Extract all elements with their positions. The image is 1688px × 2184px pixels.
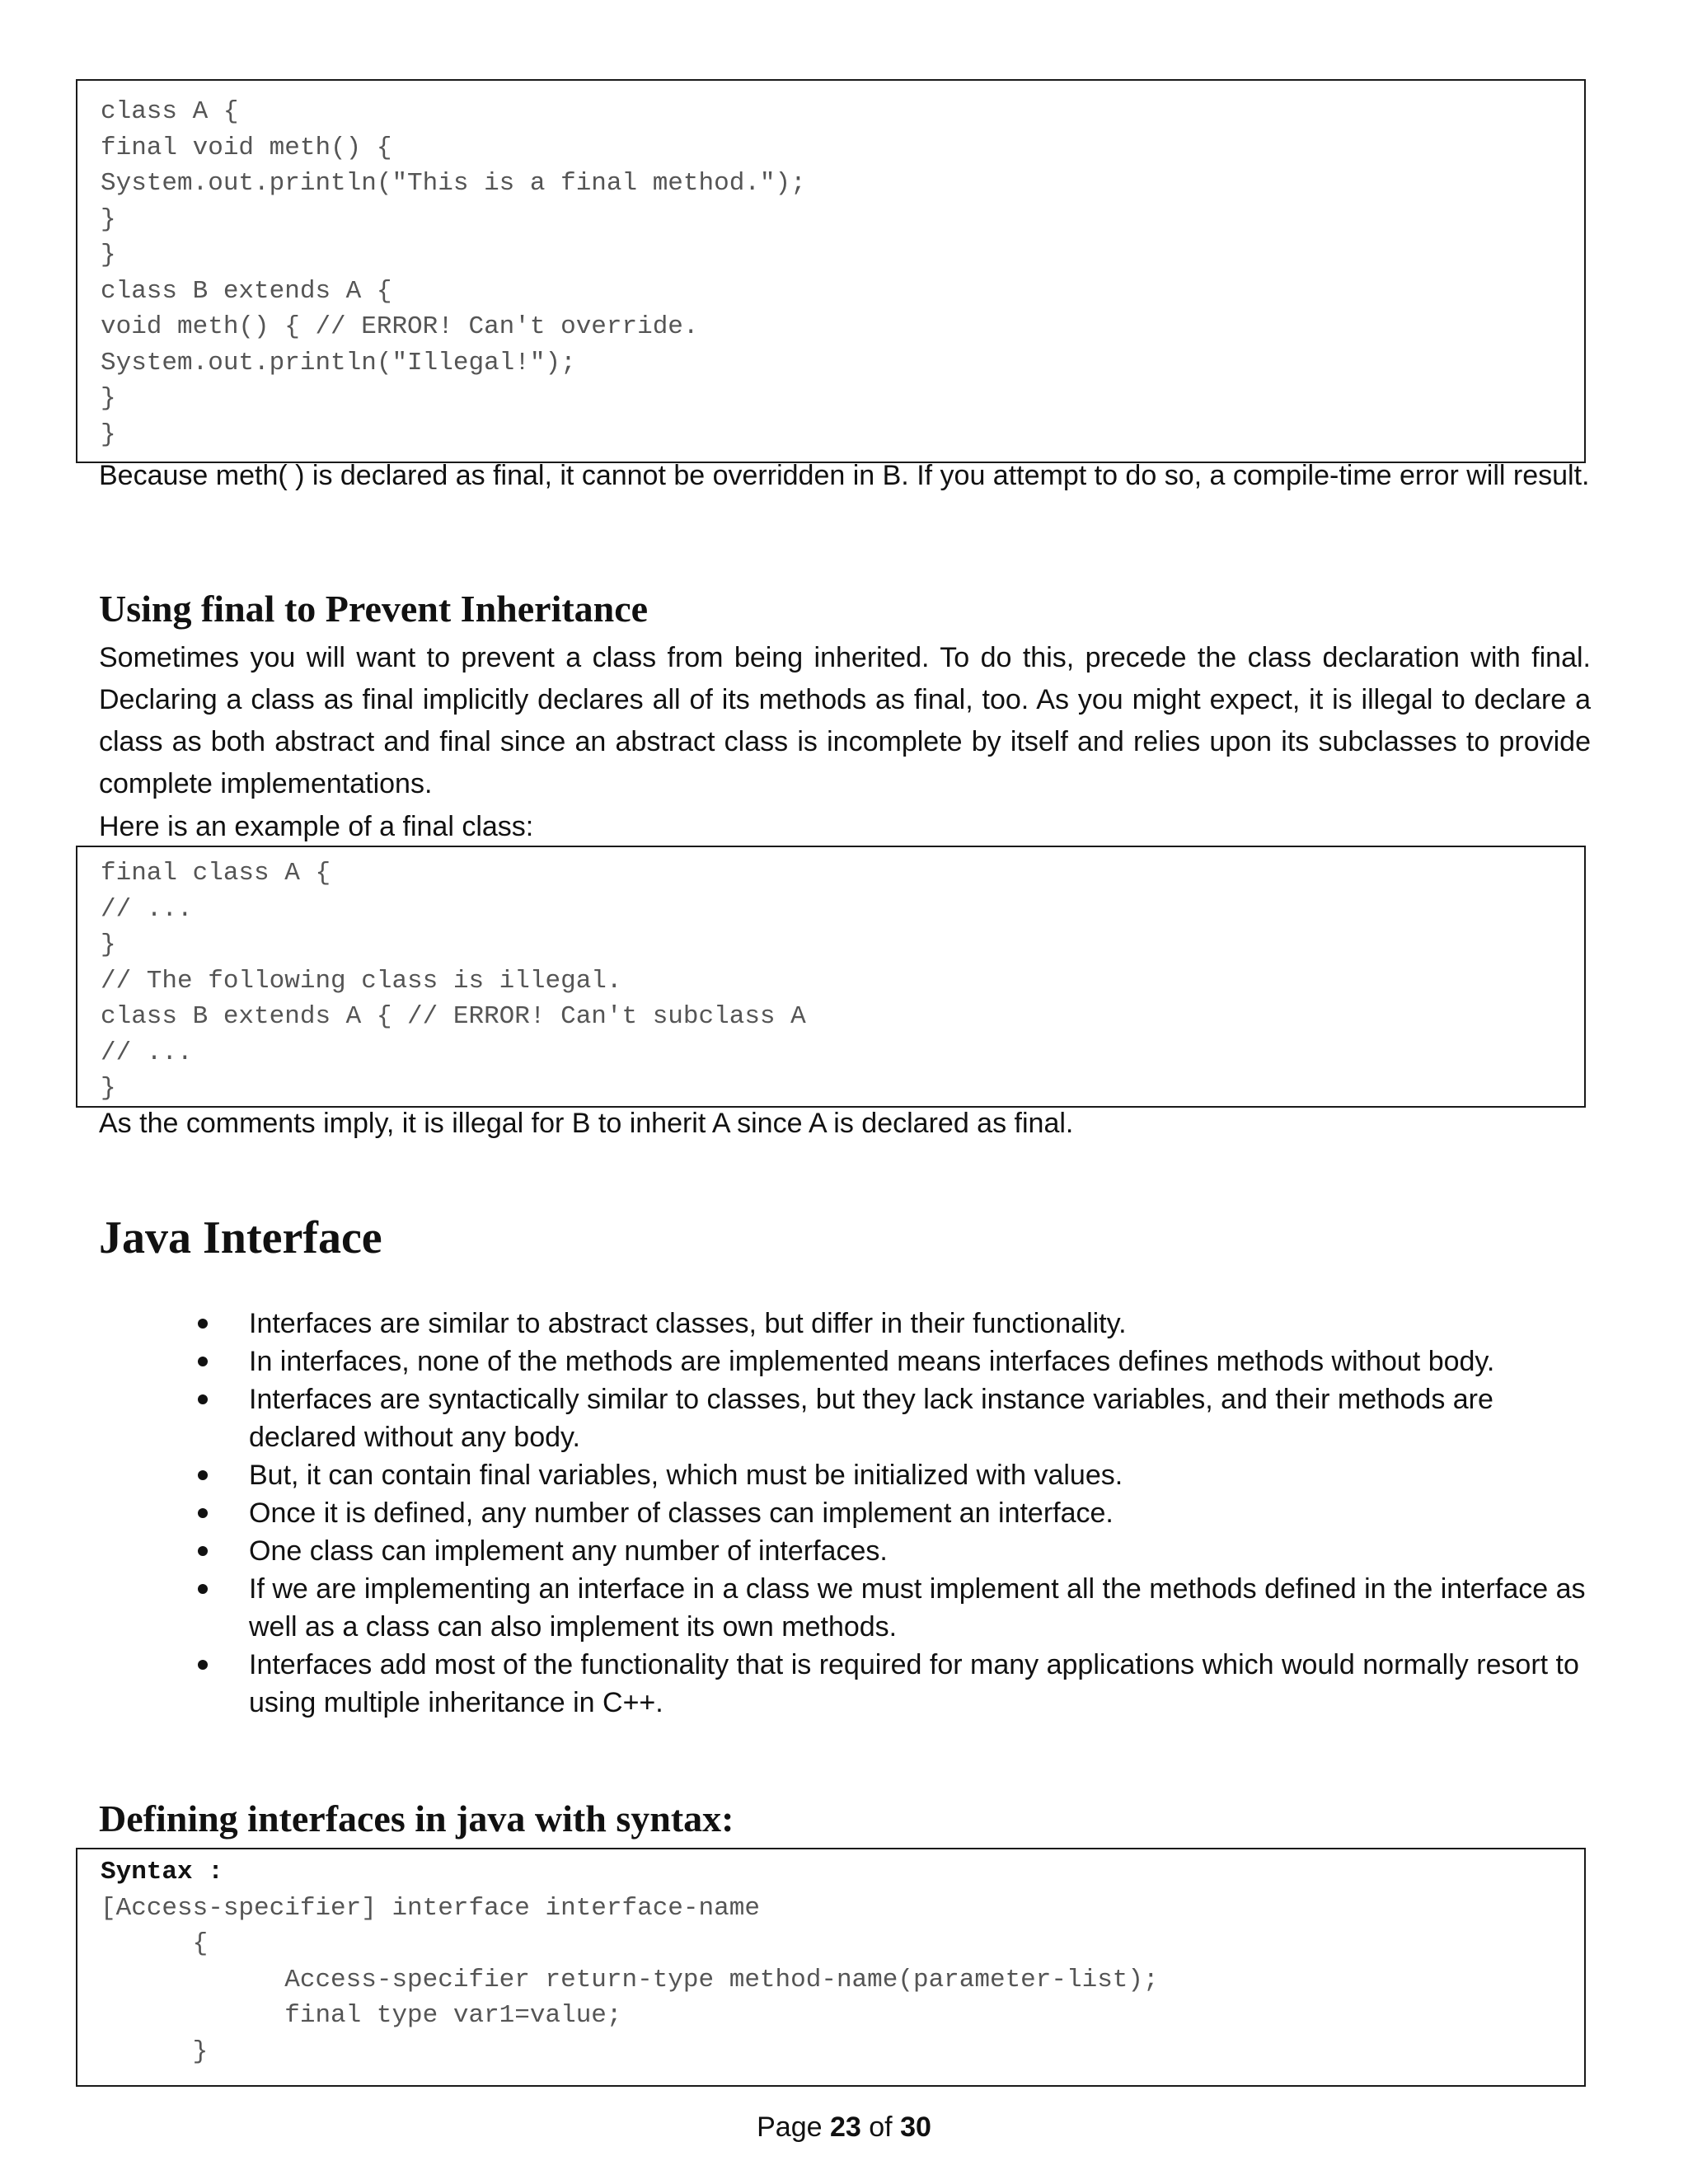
list-item-text: But, it can contain final variables, which must be initialized with values.: [249, 1460, 1123, 1491]
bullet-icon: [198, 1357, 208, 1366]
paragraph-final-method-explanation: Because meth( ) is declared as final, it cannot be overridden in B. If you attempt to do so, a compile-time error will result.: [99, 460, 1590, 491]
code-line: Syntax :: [101, 1858, 223, 1886]
list-item: [198, 1494, 1591, 1532]
code-line: // The following class is illegal.: [101, 966, 622, 996]
heading-java-interface: Java Interface: [99, 1212, 382, 1263]
bullet-icon: [198, 1660, 208, 1670]
code-line: final type var1=value;: [101, 2001, 622, 2030]
code-line: void meth() { // ERROR! Can't override.: [101, 312, 699, 341]
of-label: of: [869, 2111, 893, 2143]
code-line: }: [101, 1074, 116, 1103]
list-item: [198, 1646, 1591, 1722]
code-block-final-method: [76, 79, 1586, 463]
code-line: class A {: [101, 97, 239, 126]
list-item: [198, 1570, 1591, 1646]
code-line: class B extends A { // ERROR! Can't subclass A: [101, 1002, 806, 1031]
code-block-final-class: [76, 846, 1586, 1108]
list-item-text: One class can implement any number of interfaces.: [249, 1535, 888, 1567]
list-item-text: Once it is defined, any number of classes can implement an interface.: [249, 1497, 1114, 1529]
interface-bullet-list: [198, 1305, 1591, 1722]
paragraph-comments-imply: As the comments imply, it is illegal for B to inherit A since A is declared as final.: [99, 1108, 1074, 1139]
list-item-text: If we are implementing an interface in a class we must implement all the methods defined in the interface as well as a class can also implement its own methods.: [249, 1573, 1586, 1643]
heading-defining-interfaces: Defining interfaces in java with syntax:: [99, 1797, 734, 1840]
bullet-icon: [198, 1319, 208, 1329]
bullet-icon: [198, 1470, 208, 1480]
list-item-text: Interfaces are similar to abstract classes, but differ in their functionality.: [249, 1308, 1127, 1339]
code-line: class B extends A {: [101, 276, 392, 306]
code-line: System.out.println("This is a final method.");: [101, 169, 806, 198]
code-line: }: [101, 2036, 209, 2066]
heading-prevent-inheritance: Using final to Prevent Inheritance: [99, 588, 649, 630]
code-line: final class A {: [101, 859, 331, 888]
list-item-text: In interfaces, none of the methods are implemented means interfaces defines methods without body.: [249, 1346, 1495, 1377]
total-pages-number: 30: [900, 2111, 931, 2143]
code-line: }: [101, 419, 116, 449]
code-line: [Access-specifier] interface interface-name: [101, 1893, 760, 1923]
list-item: [198, 1532, 1591, 1570]
page-label: Page: [757, 2111, 823, 2143]
bullet-icon: [198, 1546, 208, 1556]
paragraph-prevent-inheritance: Sometimes you will want to prevent a class from being inherited. To do this, precede the class declaration with final. Declaring a class as final implicitly declares all of its methods as final, too. As you might expect, it is illegal to declare a class as both abstract and final since an abstract class is incomplete by itself and relies upon its subclasses to provide complete implementations.: [99, 642, 1591, 799]
code-line: }: [101, 384, 116, 413]
code-line: }: [101, 930, 116, 959]
bullet-icon: [198, 1508, 208, 1518]
current-page-number: 23: [829, 2111, 861, 2143]
page-footer: [0, 2111, 1688, 2144]
bullet-icon: [198, 1394, 208, 1404]
code-line: {: [101, 1929, 209, 1958]
list-item: [198, 1343, 1591, 1380]
code-block-interface-syntax: [76, 1848, 1586, 2087]
code-line: // ...: [101, 1038, 193, 1067]
list-item-text: Interfaces add most of the functionality that is required for many applications which would normally resort to using multiple inheritance in C++.: [249, 1649, 1579, 1718]
code-line: // ...: [101, 894, 193, 924]
code-line: }: [101, 241, 116, 269]
code-line: }: [101, 204, 116, 234]
code-line: Access-specifier return-type method-name(parameter-list);: [101, 1965, 1159, 1994]
list-item-text: Interfaces are syntactically similar to classes, but they lack instance variables, and their methods are declared without any body.: [249, 1384, 1493, 1453]
code-line: System.out.println("Illegal!");: [101, 348, 576, 377]
code-line: final void meth() {: [101, 133, 392, 162]
list-item: [198, 1380, 1591, 1456]
list-item: [198, 1305, 1591, 1343]
bullet-icon: [198, 1584, 208, 1594]
paragraph-final-class-intro: Here is an example of a final class:: [99, 811, 534, 842]
list-item: [198, 1456, 1591, 1494]
